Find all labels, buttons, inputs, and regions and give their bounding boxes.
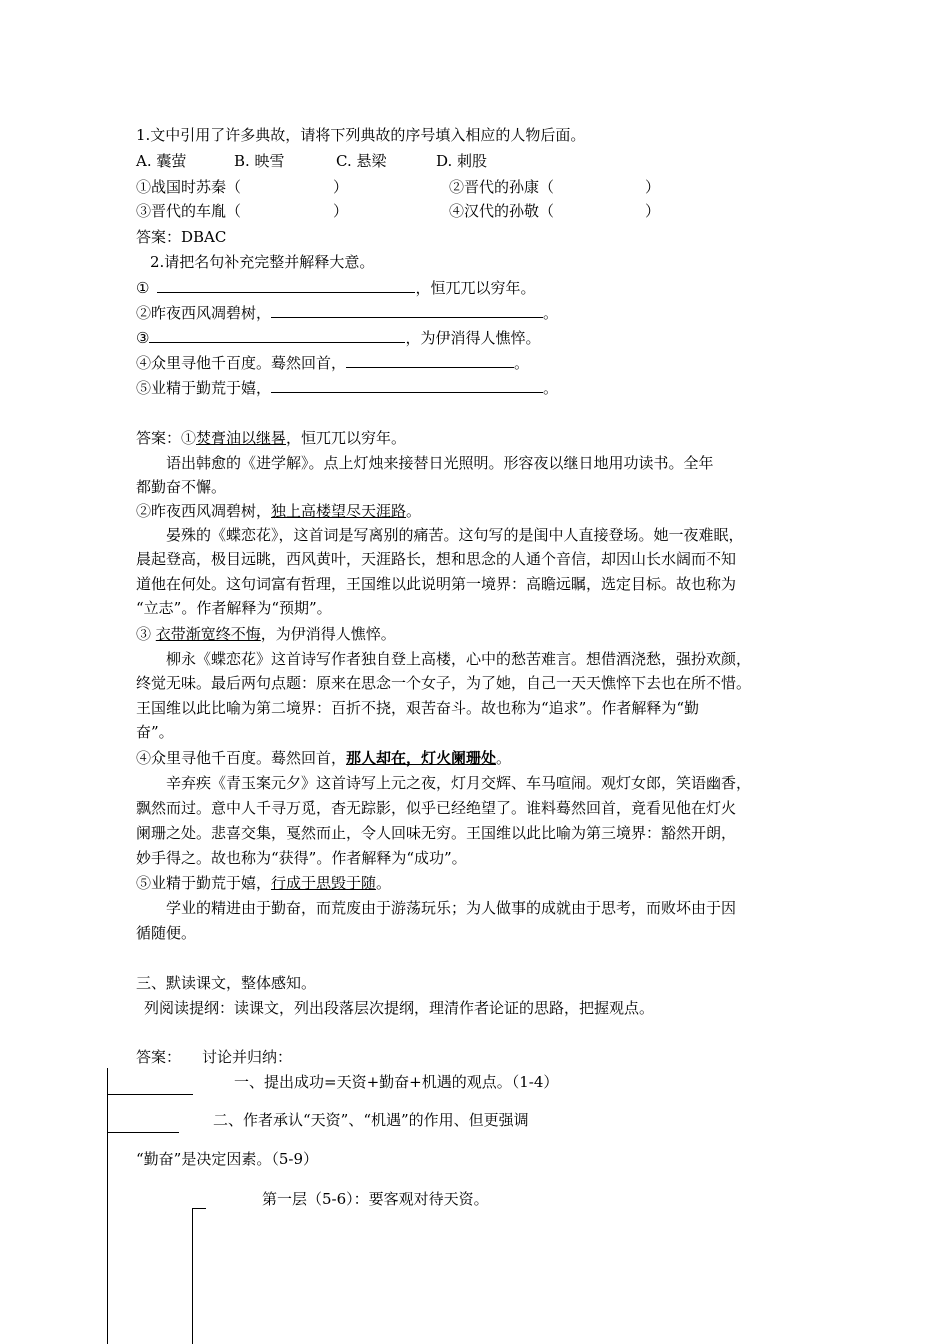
q1-item-4: ④汉代的孙敬（ [449,202,555,220]
a2-expl-3-line-3: 王国维以此比喻为第二境界：百折不挠，艰苦奋斗。故也称为“追求”。作者解释为“勤 [136,699,700,717]
a2-answer-2-suffix: 。 [406,502,422,520]
a2-answer-5-prefix: ⑤业精于勤荒于嬉， [136,874,272,892]
q1-item-3: ③晋代的车胤（ [136,202,242,220]
a2-answer-2-fill: 独上高楼望尽天涯路 [271,502,407,520]
a2-answer-4-fill: 那人却在，灯火阑珊处 [346,749,497,767]
a2-expl-2-line-3: 道他在何处。这句词富有哲理，王国维以此说明第一境界：高瞻远瞩，选定目标。故也称为 [136,575,737,593]
q2-blank-5[interactable] [271,378,543,393]
q2-blank-2[interactable] [271,303,543,318]
a2-answer-1-prefix: 答案：① [136,429,197,447]
a2-expl-5-line-2: 循随便。 [136,924,197,942]
a2-answer-1-suffix: ，恒兀兀以穷年。 [286,429,407,447]
a2-expl-2-line-4: “立志”。作者解释为“预期”。 [136,599,332,617]
q1-option-a: A. 囊萤 [136,152,187,170]
q1-option-c: C. 悬梁 [336,152,387,170]
a2-answer-1 [136,428,406,448]
a2-expl-1-line-2: 都勤奋不懈。 [136,478,227,496]
q2-line-2 [136,303,558,323]
q2-line-5-prefix: ⑤业精于勤荒于嬉， [136,379,272,397]
a2-answer-5-suffix: 。 [376,874,392,892]
q2-blank-4[interactable] [346,353,514,368]
q2-line-2-suffix: 。 [543,304,559,322]
a2-expl-2-line-2: 晨起登高，极目远眺，西风黄叶，天涯路长，想和思念的人通个音信，却因山长水阔而不知 [136,550,737,568]
a2-answer-4-suffix: 。 [496,749,512,767]
a2-expl-3-line-2: 终觉无味。最后两句点题：原来在思念一个女子，为了她，自己一天天憔悴下去也在所不惜。 [136,674,752,692]
q1-item-2-close: ） [645,178,661,196]
outline-layer-1: 第一层（5-6）：要客观对待天资。 [262,1190,489,1208]
q1-question: 1.文中引用了许多典故，请将下列典故的序号填入相应的人物后面。 [136,126,586,144]
outline-bracket-main [107,1068,108,1344]
a2-expl-4-line-4: 妙手得之。故也称为“获得”。作者解释为“成功”。 [136,849,467,867]
a2-answer-4-prefix: ④众里寻他千百度。蓦然回首， [136,749,347,767]
a2-expl-4-line-1: 辛弃疾《青玉案元夕》这首诗写上元之夜，灯月交辉、车马喧闹。观灯女郎，笑语幽香， [166,774,752,792]
a2-expl-5-line-1: 学业的精进由于勤奋，而荒废由于游荡玩乐；为人做事的成就由于思考，而败坏由于因 [166,899,737,917]
a2-answer-3-fill: 衣带渐宽终不悔 [155,625,261,643]
q2-line-1-suffix: ，恒兀兀以穷年。 [415,279,536,297]
q2-line-4-suffix: 。 [514,354,530,372]
s3-answer-label: 答案： [136,1048,182,1066]
q2-line-5 [136,378,558,398]
outline-item-1: 一、提出成功=天资+勤奋+机遇的观点。（1-4） [234,1073,559,1091]
a2-expl-3-line-1: 柳永《蝶恋花》这首诗写作者独自登上高楼，心中的愁苦难言。想借酒浇愁，强扮欢颜， [166,650,752,668]
a2-expl-3-line-4: 奋”。 [136,723,174,741]
q1-answer: 答案：DBAC [136,228,227,246]
outline-item-2-line-1: 二、作者承认“天资”、“机遇”的作用、但更强调 [213,1111,529,1129]
a2-answer-1-fill: 焚膏油以继晷 [196,429,287,447]
q2-line-1-prefix: ① [136,279,150,297]
outline-bracket-tick-2 [107,1132,179,1133]
outline-bracket-tick-1 [107,1094,193,1095]
s3-answer-intro: 讨论并归纳： [202,1048,293,1066]
q2-line-1 [136,278,535,298]
a2-expl-1-line-1: 语出韩愈的《进学解》。点上灯烛来接替日光照明。形容夜以继日地用功读书。全年 [166,454,714,472]
s3-task: 列阅读提纲：读课文，列出段落层次提纲，理清作者论证的思路，把握观点。 [144,999,655,1017]
q2-blank-3[interactable] [149,328,405,343]
a2-expl-2-line-1: 晏殊的《蝶恋花》，这首词是写离别的痛苦。这句写的是闺中人直接登场。她一夜难眠， [166,526,744,544]
q2-blank-1[interactable] [157,278,415,293]
outline-item-2-line-2: “勤奋”是决定因素。（5-9） [136,1150,318,1168]
a2-answer-3-suffix: ，为伊消得人憔悴。 [260,625,396,643]
a2-answer-5 [136,873,391,893]
q2-line-3 [136,328,540,348]
q1-item-4-close: ） [645,202,661,220]
a2-expl-4-line-3: 阑珊之处。悲喜交集，戛然而止，令人回味无穷。王国维以此比喻为第三境界：豁然开朗， [136,824,737,842]
q2-line-3-suffix: ，为伊消得人憔悴。 [405,329,541,347]
q1-item-1: ①战国时苏秦（ [136,178,242,196]
outline-bracket-sub [192,1208,193,1344]
a2-answer-5-fill: 行成于思毁于随 [271,874,377,892]
q1-option-d: D. 刺股 [436,152,488,170]
a2-answer-4 [136,748,511,768]
q2-line-4 [136,353,529,373]
a2-expl-4-line-2: 飘然而过。意中人千寻万觅，杳无踪影，似乎已经绝望了。谁料蓦然回首，竟看见他在灯火 [136,799,737,817]
q1-item-1-close: ） [333,178,349,196]
q2-line-4-prefix: ④众里寻他千百度。蓦然回首， [136,354,347,372]
q2-line-5-suffix: 。 [543,379,559,397]
a2-answer-3 [136,624,396,644]
q1-item-2: ②晋代的孙康（ [449,178,555,196]
a2-answer-3-prefix: ③ [136,625,156,643]
outline-bracket-sub-tick [192,1208,206,1209]
q2-line-2-prefix: ②昨夜西风凋碧树， [136,304,272,322]
q1-option-b: B. 映雪 [234,152,285,170]
q2-line-3-prefix: ③ [136,329,150,347]
a2-answer-2-prefix: ②昨夜西风凋碧树， [136,502,272,520]
a2-answer-2 [136,501,421,521]
s3-heading: 三、默读课文，整体感知。 [136,974,317,992]
q1-item-3-close: ） [333,202,349,220]
q2-question: 2.请把名句补充完整并解释大意。 [150,253,375,271]
